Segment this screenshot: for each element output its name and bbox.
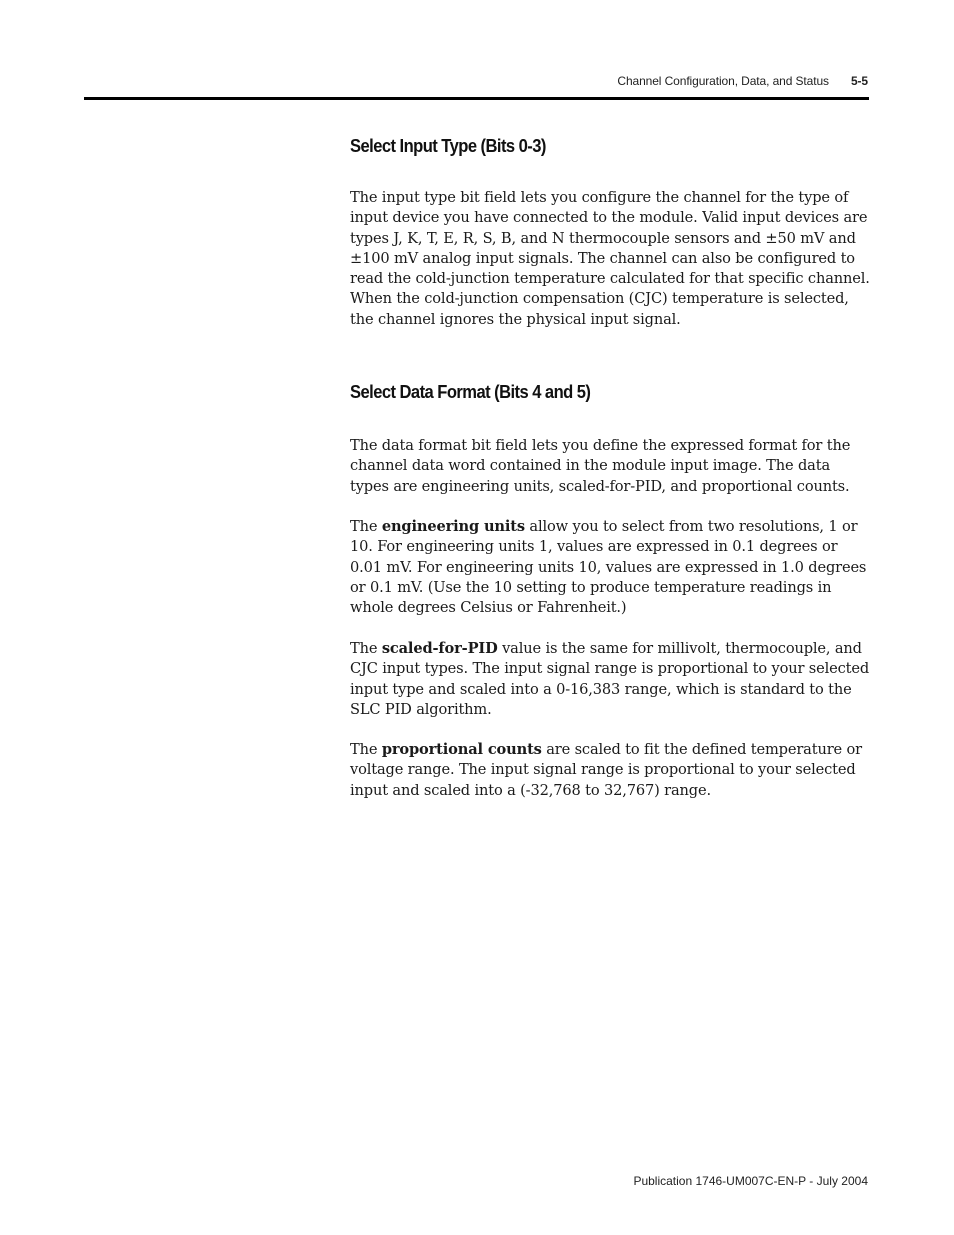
- paragraph-body: are scaled to fit the defined temperature or voltage range. The input signal range is proportional to your selected input and scaled into a (-32,768 to 32,767) range.: [350, 741, 862, 799]
- page-number: 5-5: [850, 74, 868, 88]
- paragraph-input-type: The input type bit field lets you configure the channel for the type of input device you have connected to the module. Valid input devices are types J, K, T, E, R, S, B, and N thermocouple sensors and ±50 mV and ±100 mV analog input signals. The channel can also be configured to read the cold-junction temperature calculated for that specific channel. When the cold-junction compensation (CJC) temperature is selected, the channel ignores the physical input signal.: [350, 189, 870, 328]
- term-engineering-units: engineering units: [381, 518, 525, 535]
- running-header-title: Channel Configuration, Data, and Status: [617, 74, 829, 88]
- term-proportional-counts: proportional counts: [381, 741, 542, 758]
- running-header: [617, 74, 868, 88]
- term-scaled-for-pid: scaled-for-PID: [381, 640, 498, 657]
- paragraph-engineering-units: [350, 517, 870, 618]
- paragraph-lead: The: [350, 518, 382, 535]
- paragraph-data-format: The data format bit field lets you define the expressed format for the channel data word contained in the module input image. The data types are engineering units, scaled-for-PID, and proportional counts.: [350, 437, 851, 495]
- publication-footer: Publication 1746-UM007C-EN-P - July 2004: [633, 1174, 868, 1188]
- paragraph-lead: The: [350, 741, 382, 758]
- paragraph-body: value is the same for millivolt, thermocouple, and CJC input types. The input signal range is proportional to your selected input type and scaled into a 0-16,383 range, which is standard to the SLC PID algorithm.: [350, 640, 870, 718]
- paragraph-scaled-for-pid: [350, 639, 870, 720]
- heading-select-input-type: Select Input Type (Bits 0-3): [350, 136, 546, 156]
- paragraph-lead: The: [350, 640, 382, 657]
- header-rule: [84, 97, 869, 100]
- paragraph-body: allow you to select from two resolutions, 1 or 10. For engineering units 1, values are expressed in 0.1 degrees or 0.01 mV. For engineering units 10, values are expressed in 1.0 degrees or 0.1 mV. (Use the 10 setting to produce temperature readings in whole degrees Celsius or Fahrenheit.): [350, 518, 867, 617]
- paragraph-proportional-counts: [350, 740, 870, 801]
- heading-select-data-format: Select Data Format (Bits 4 and 5): [350, 382, 591, 402]
